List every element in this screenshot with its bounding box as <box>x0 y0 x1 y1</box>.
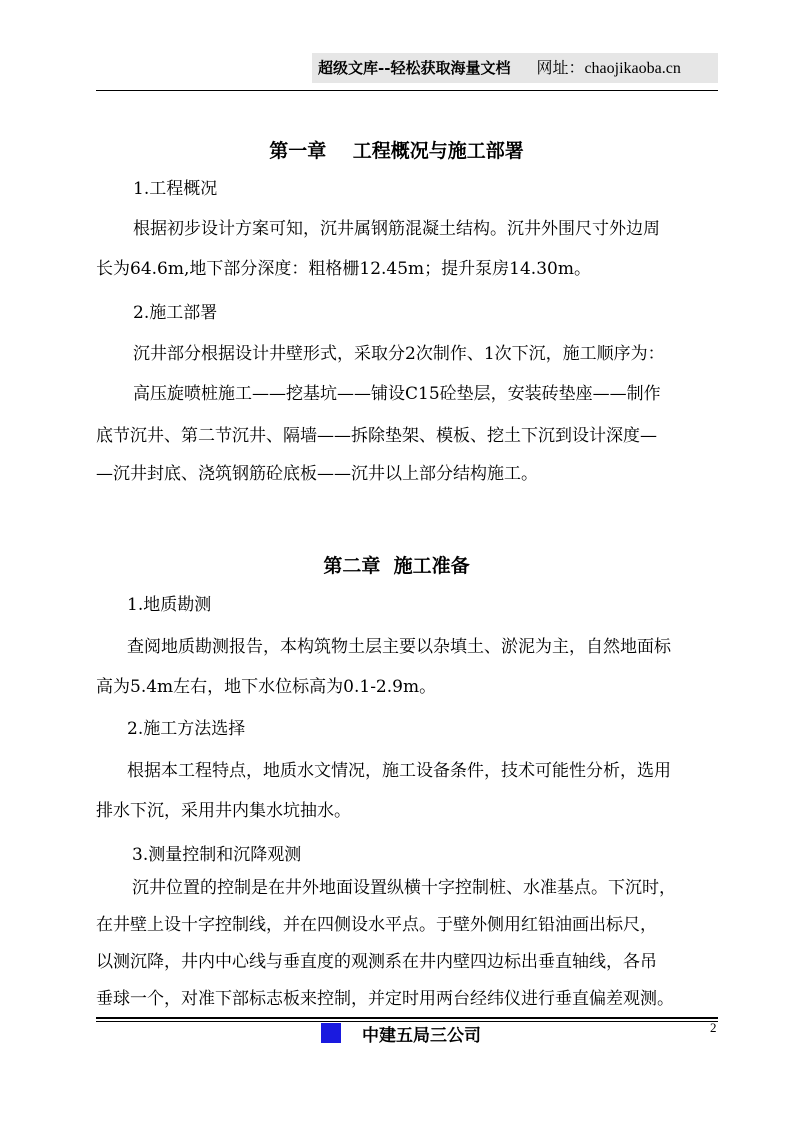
text-line: 根据初步设计方案可知，沉井属钢筋混凝土结构。沉井外围尺寸外边周 <box>133 219 660 239</box>
text-line: 垂球一个，对准下部标志板来控制，并定时用两台经纬仪进行垂直偏差观测。 <box>96 989 674 1009</box>
text-line: 排水下沉，采用井内集水坑抽水。 <box>96 801 351 821</box>
text-line: 在井壁上设十字控制线，并在四侧设水平点。于壁外侧用红铅油画出标尺， <box>96 915 657 935</box>
footer-rule <box>96 1017 718 1019</box>
page-number: 2 <box>710 1020 717 1035</box>
section-heading: 1.地质勘测 <box>127 595 212 615</box>
text-line: 高压旋喷桩施工——挖基坑——铺设C15砼垫层，安装砖垫座——制作 <box>133 384 661 404</box>
chapter1-title: 第一章 工程概况与施工部署 <box>269 140 524 162</box>
text-line: 底节沉井、第二节沉井、隔墙——拆除垫架、模板、挖土下沉到设计深度— <box>96 426 657 446</box>
page-header <box>312 53 718 83</box>
text-line: 根据本工程特点，地质水文情况，施工设备条件，技术可能性分析，选用 <box>127 761 671 781</box>
header-url: 网址：chaojikaoba.cn <box>536 60 681 77</box>
footer-company: 中建五局三公司 <box>362 1026 481 1046</box>
section-heading: 2.施工部署 <box>133 303 218 323</box>
text-line: 高为5.4m左右，地下水位标高为0.1-2.9m。 <box>96 677 437 697</box>
text-line: 长为64.6m,地下部分深度：粗格栅12.45m；提升泵房14.30m。 <box>96 259 591 279</box>
chapter2-title: 第二章 施工准备 <box>323 555 470 577</box>
text-line: 沉井位置的控制是在井外地面设置纵横十字控制桩、水准基点。下沉时， <box>132 878 676 898</box>
company-logo-icon <box>321 1023 341 1043</box>
header-site: 超级文库--轻松获取海量文档 <box>318 59 511 77</box>
text-line: 沉井部分根据设计井壁形式，采取分2次制作、1次下沉，施工顺序为： <box>133 344 665 364</box>
text-line: 以测沉降，井内中心线与垂直度的观测系在井内壁四边标出垂直轴线，各吊 <box>96 952 657 972</box>
header-rule <box>96 90 718 91</box>
section-heading: 1.工程概况 <box>133 179 218 199</box>
section-heading: 2.施工方法选择 <box>127 719 246 739</box>
section-heading: 3.测量控制和沉降观测 <box>132 845 302 865</box>
text-line: 查阅地质勘测报告，本构筑物土层主要以杂填土、淤泥为主，自然地面标 <box>127 637 671 657</box>
text-line: —沉井封底、浇筑钢筋砼底板——沉井以上部分结构施工。 <box>96 464 538 484</box>
